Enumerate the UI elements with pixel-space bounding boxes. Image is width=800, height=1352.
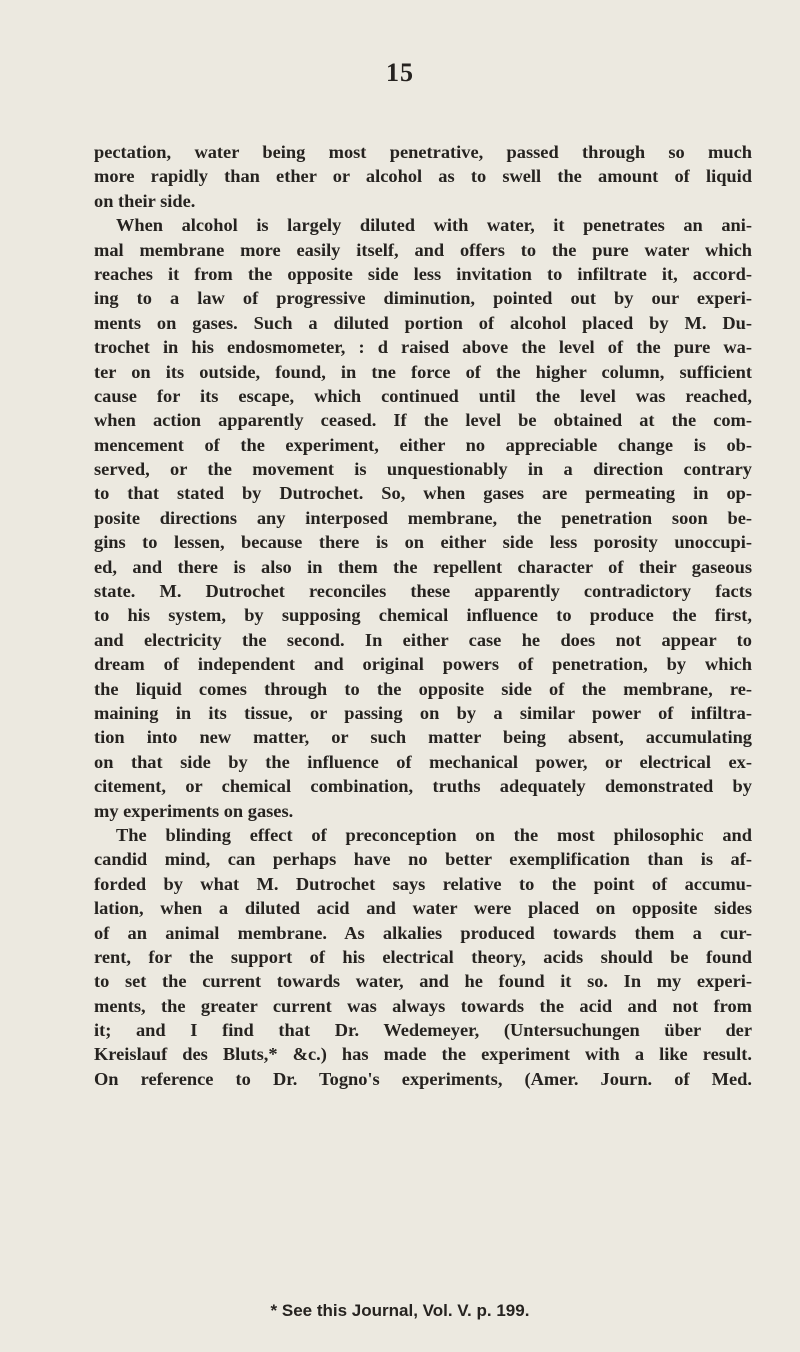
- text-line: mencement of the experiment, either no appreciable change is ob-: [94, 434, 752, 455]
- text-line: ments on gases. Such a diluted portion of alcohol placed by M. Du-: [94, 312, 752, 333]
- text-line: of an animal membrane. As alkalies produced towards them a cur-: [94, 922, 752, 943]
- text-line: citement, or chemical combination, truths adequately demonstrated by: [94, 776, 752, 797]
- text-line: trochet in his endosmometer, : d raised above the level of the pure wa-: [94, 337, 752, 358]
- text-line: pectation, water being most penetrative, passed through so much: [94, 142, 752, 162]
- text-line: when action apparently ceased. If the level be obtained at the com-: [94, 410, 752, 431]
- text-line: candid mind, can perhaps have no better exemplification than is af-: [94, 849, 752, 870]
- text-line: on their side.: [94, 190, 196, 211]
- text-line: tion into new matter, or such matter being absent, accumulating: [94, 727, 752, 748]
- text-line: rent, for the support of his electrical theory, acids should be found: [94, 946, 752, 967]
- text-line: the liquid comes through to the opposite side of the membrane, re-: [94, 678, 752, 699]
- text-line: on that side by the influence of mechanical power, or electrical ex-: [94, 751, 752, 772]
- text-line: cause for its escape, which continued until the level was reached,: [94, 385, 752, 406]
- text-line: it; and I find that Dr. Wedemeyer, (Untersuchungen über der: [94, 1020, 752, 1041]
- text-line: ter on its outside, found, in tne force of the higher column, sufficient: [94, 361, 752, 382]
- text-line: lation, when a diluted acid and water were placed on opposite sides: [94, 898, 752, 919]
- text-line: to his system, by supposing chemical influence to produce the first,: [94, 605, 752, 626]
- text-line: ing to a law of progressive diminution, pointed out by our experi-: [94, 288, 752, 309]
- text-line: to set the current towards water, and he found it so. In my experi-: [94, 971, 752, 992]
- text-line: more rapidly than ether or alcohol as to swell the amount of liquid: [94, 166, 752, 187]
- text-line: reaches it from the opposite side less invitation to infiltrate it, accord-: [94, 263, 752, 284]
- text-line: to that stated by Dutrochet. So, when gases are permeating in op-: [94, 483, 752, 504]
- page-number: 15: [386, 58, 414, 87]
- text-line: maining in its tissue, or passing on by a similar power of infiltra-: [94, 702, 752, 723]
- text-line: mal membrane more easily itself, and offers to the pure water which: [94, 239, 752, 260]
- text-line: ments, the greater current was always towards the acid and not from: [94, 995, 752, 1016]
- text-line: On reference to Dr. Togno's experiments, (Amer. Journ. of Med.: [94, 1068, 752, 1089]
- text-line: posite directions any interposed membrane, the penetration soon be-: [94, 507, 752, 528]
- footnote: * See this Journal, Vol. V. p. 199.: [270, 1301, 530, 1320]
- text-line: forded by what M. Dutrochet says relative to the point of accumu-: [94, 873, 752, 894]
- text-line: my experiments on gases.: [94, 800, 294, 821]
- text-line: state. M. Dutrochet reconciles these apparently contradictory facts: [94, 581, 752, 602]
- text-line: dream of independent and original powers of penetration, by which: [94, 654, 752, 675]
- paragraph-start-line: When alcohol is largely diluted with water, it penetrates an ani-: [116, 215, 752, 236]
- text-line: gins to lessen, because there is on either side less porosity unoccupi-: [94, 532, 752, 553]
- body-text: [94, 140, 752, 1091]
- text-line: ed, and there is also in them the repellent character of their gaseous: [94, 556, 752, 577]
- text-line: Kreislauf des Bluts,* &c.) has made the experiment with a like result.: [94, 1044, 752, 1065]
- text-line: and electricity the second. In either case he does not appear to: [94, 629, 752, 650]
- paragraph-start-line: The blinding effect of preconception on the most philosophic and: [116, 824, 752, 845]
- text-line: served, or the movement is unquestionably in a direction contrary: [94, 459, 752, 480]
